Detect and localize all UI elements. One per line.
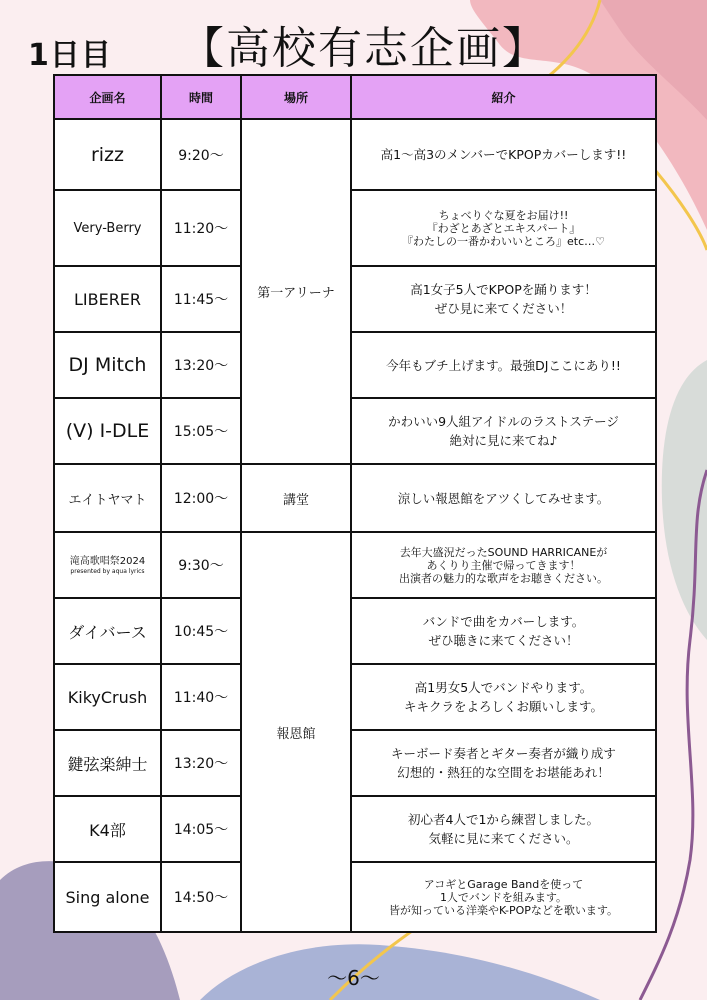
- description-line: アコギとGarage Bandを使って: [423, 877, 584, 891]
- event-description: [351, 862, 656, 932]
- description-line: 高1〜高3のメンバーでKPOPカバーします!!: [380, 147, 627, 162]
- event-time: 11:45〜: [161, 266, 241, 332]
- event-name: K4部: [54, 796, 161, 862]
- description-line: 高1女子5人でKPOPを踊ります！: [410, 282, 597, 297]
- description-line: ちょべりぐな夏をお届け!!: [438, 208, 569, 222]
- description-line: 『わざとあざとエキスパート』: [426, 221, 581, 235]
- event-description: [351, 332, 656, 398]
- description-line: 涼しい報恩館をアツくしてみせます。: [397, 490, 610, 506]
- table-row: [54, 532, 656, 598]
- event-name: ダイバース: [54, 598, 161, 664]
- table-row: [54, 464, 656, 532]
- event-time: 13:20〜: [161, 332, 241, 398]
- event-name-sub: presented by aqua lyrics: [70, 567, 145, 575]
- table-row: [54, 664, 656, 730]
- event-description: [351, 664, 656, 730]
- event-name: KikyCrush: [54, 664, 161, 730]
- event-description: [351, 598, 656, 664]
- table-row: [54, 119, 656, 190]
- table-row: [54, 190, 656, 266]
- description-line: 幻想的・熱狂的な空間をお堪能あれ！: [397, 765, 610, 780]
- table-row: [54, 598, 656, 664]
- event-name: rizz: [54, 119, 161, 190]
- description-line: 初心者4人で1から練習しました。: [408, 812, 599, 827]
- event-description: [351, 532, 656, 598]
- description-line: 今年もブチ上げます。最強DJここにあり!!: [386, 357, 621, 373]
- event-description: [351, 796, 656, 862]
- day-label: 1日目: [28, 38, 112, 73]
- table-row: [54, 796, 656, 862]
- description-line: 去年大盛況だったSOUND HARRICANEが: [399, 545, 608, 559]
- column-header-time: 時間: [161, 75, 241, 119]
- venue-houonkan: 報恩館: [241, 532, 351, 932]
- description-line: 絶対に見に来てね♪: [449, 433, 558, 448]
- venue-auditorium: 講堂: [241, 464, 351, 532]
- event-description: [351, 190, 656, 266]
- page-number: 〜6〜: [327, 966, 380, 990]
- event-name-main: 滝高歌唱祭2024: [69, 555, 146, 567]
- description-line: 高1男女5人でバンドやります。: [414, 680, 593, 695]
- event-description: [351, 119, 656, 190]
- event-name: LIBERER: [54, 266, 161, 332]
- event-description: [351, 730, 656, 796]
- table-row: [54, 730, 656, 796]
- description-line: キーボード奏者とギター奏者が織り成す: [391, 746, 616, 761]
- event-time: 11:40〜: [161, 664, 241, 730]
- page-title: 【高校有志企画】: [180, 23, 548, 74]
- description-line: 1人でバンドを組みます。: [439, 890, 568, 904]
- event-name: DJ Mitch: [54, 332, 161, 398]
- event-name: Very-Berry: [54, 190, 161, 266]
- event-name: (V) I-DLE: [54, 398, 161, 464]
- event-time: 9:30〜: [161, 532, 241, 598]
- description-line: ぜひ聴きに来てください！: [428, 633, 579, 648]
- event-name: 鍵弦楽紳士: [54, 730, 161, 796]
- table-header-row: [54, 75, 656, 119]
- event-description: [351, 266, 656, 332]
- event-time: 10:45〜: [161, 598, 241, 664]
- table-row: [54, 862, 656, 932]
- table-row: [54, 266, 656, 332]
- description-line: 気軽に見に来てください。: [428, 831, 579, 846]
- column-header-name: 企画名: [54, 75, 161, 119]
- description-line: 出演者の魅力的な歌声をお聴きください。: [399, 571, 608, 585]
- description-line: 皆が知っている洋楽やK-POPなどを歌います。: [388, 903, 619, 917]
- column-header-venue: 場所: [241, 75, 351, 119]
- description-line: かわいい9人組アイドルのラストステージ: [388, 414, 619, 429]
- event-description: [351, 464, 656, 532]
- event-name: [54, 532, 161, 598]
- schedule-table: [53, 74, 657, 933]
- event-time: 11:20〜: [161, 190, 241, 266]
- description-line: バンドで曲をカバーします。: [422, 614, 585, 629]
- description-line: キキクラをよろしくお願いします。: [403, 699, 603, 714]
- event-time: 14:05〜: [161, 796, 241, 862]
- venue-first-arena: 第一アリーナ: [241, 119, 351, 464]
- column-header-intro: 紹介: [351, 75, 656, 119]
- table-row: [54, 332, 656, 398]
- description-line: あくりり主催で帰ってきます！: [426, 558, 581, 572]
- event-description: [351, 398, 656, 464]
- event-name: エイトヤマト: [54, 464, 161, 532]
- event-name: Sing alone: [54, 862, 161, 932]
- event-time: 14:50〜: [161, 862, 241, 932]
- event-time: 12:00〜: [161, 464, 241, 532]
- event-time: 13:20〜: [161, 730, 241, 796]
- event-time: 15:05〜: [161, 398, 241, 464]
- table-row: [54, 398, 656, 464]
- description-line: 『わたしの一番かわいいところ』etc…♡: [402, 234, 605, 248]
- description-line: ぜひ見に来てください！: [434, 301, 573, 316]
- event-time: 9:20〜: [161, 119, 241, 190]
